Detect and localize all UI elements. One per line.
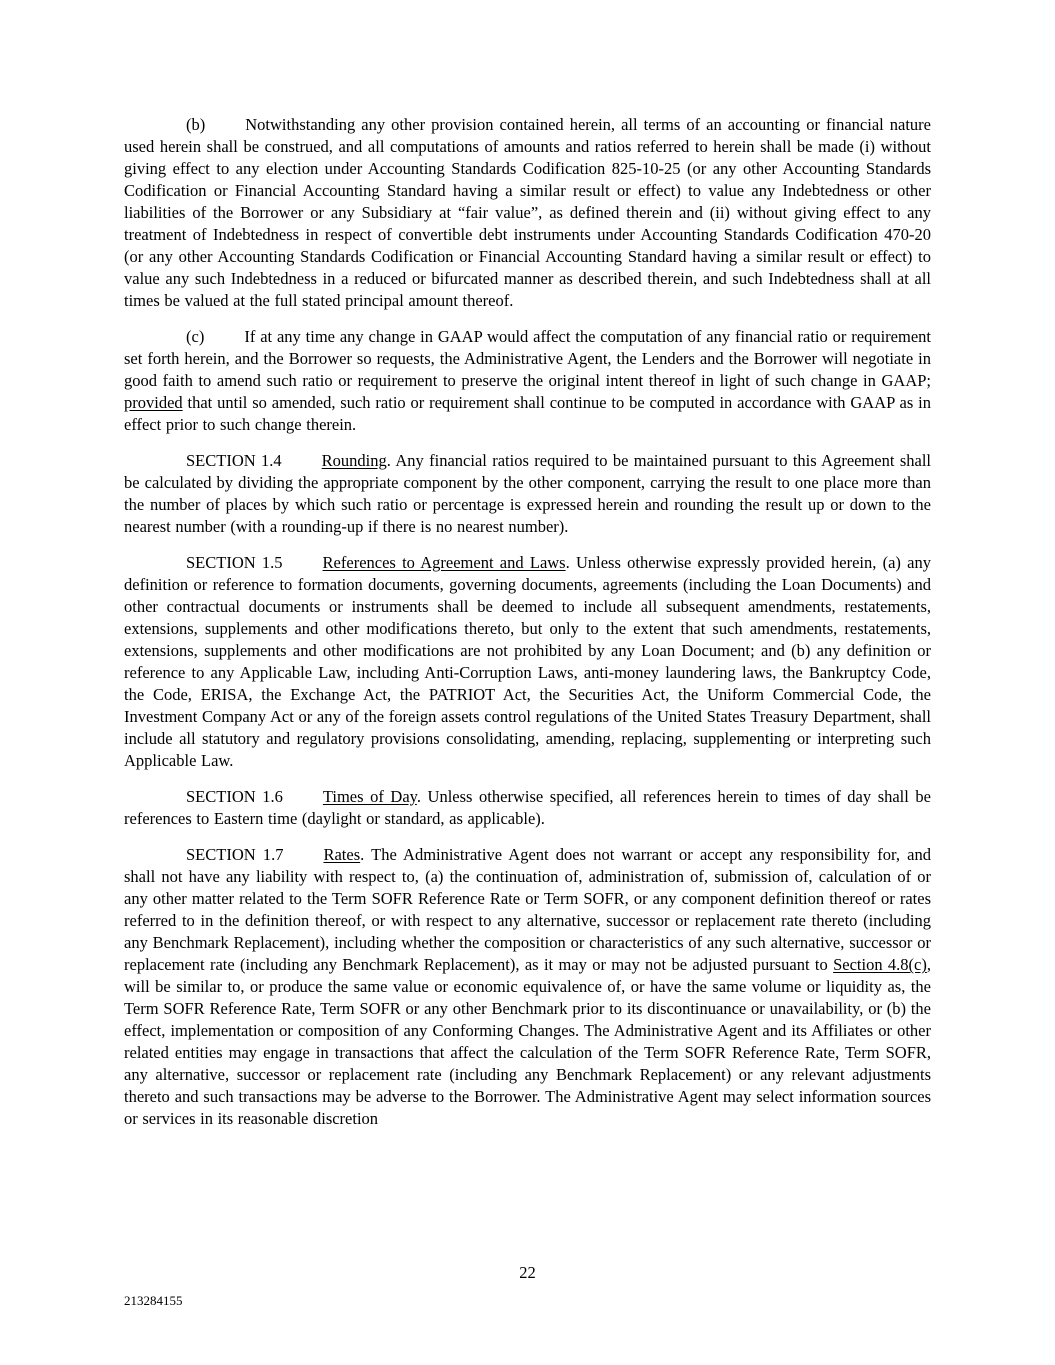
text-run: that until so amended, such ratio or requirement shall continue to be computed in accordance with GAAP as in effect prior to such change therein.: [124, 393, 931, 434]
text-run: (b): [186, 115, 206, 134]
text-run: . Any financial ratios required to be maintained pursuant to this Agreement shall be calculated by dividing the appropriate component by the other component, carrying the result to one place more than the number of places by which such ratio or percentage is expressed herein and rounding the result up or down to the nearest number (with a rounding-up if there is no nearest number).: [124, 451, 931, 536]
paragraph-section-1-4: [124, 450, 931, 538]
paragraph-clause-c: [124, 326, 931, 436]
underlined-text: Section 4.8(c): [833, 955, 927, 974]
text-run: . The Administrative Agent does not warrant or accept any responsibility for, and shall not have any liability with respect to, (a) the continuation of, administration of, submission of, calculation of or any other matter related to the Term SOFR Reference Rate or Term SOFR, or any component definition thereof or rates referred to in the definition thereof, or with respect to any alternative, successor or replacement rate thereto (including any Benchmark Replacement), including whether the composition or characteristics of any such alternative, successor or replacement rate (including any Benchmark Replacement), as it may or may not be adjusted pursuant to: [124, 845, 931, 974]
underlined-text: Rounding: [321, 451, 387, 470]
paragraph-section-1-7: [124, 844, 931, 1130]
text-run: Notwithstanding any other provision contained herein, all terms of an accounting or financial nature used herein shall be construed, and all computations of amounts and ratios referred to herein shall be made (i) without giving effect to any election under Accounting Standards Codification 825-10-25 (or any other Accounting Standards Codification or Financial Accounting Standard having a similar result or effect) to value any Indebtedness or other liabilities of the Borrower or any Subsidiary at “fair value”, as defined therein and (ii) without giving effect to any treatment of Indebtedness in respect of convertible debt instruments under Accounting Standards Codification 470-20 (or any other Accounting Standards Codification or Financial Accounting Standard having a similar result or effect) to value any such Indebtedness in a reduced or bifurcated manner as described therein, and such Indebtedness shall at all times be valued at the full stated principal amount thereof.: [124, 115, 931, 310]
text-run: . Unless otherwise expressly provided herein, (a) any definition or reference to formation documents, governing documents, agreements (including the Loan Documents) and other contractual documents or instruments shall be deemed to include all subsequent amendments, restatements, extensions, supplements and other modifications thereto, but only to the extent that such amendments, restatements, extensions, supplements and other modifications are not prohibited by any Loan Document; and (b) any definition or reference to any Applicable Law, including Anti-Corruption Laws, anti-money laundering laws, the Bankruptcy Code, the Code, ERISA, the Exchange Act, the PATRIOT Act, the Securities Act, the Uniform Commercial Code, the Investment Company Act or any of the foreign assets control regulations of the United States Treasury Department, shall include all statutory and regulatory provisions consolidating, amending, replacing, supplementing or interpreting such Applicable Law.: [124, 553, 931, 770]
underlined-text: References to Agreement and Laws: [322, 553, 566, 572]
text-run: SECTION 1.6: [186, 787, 283, 806]
text-run: SECTION 1.4: [186, 451, 282, 470]
document-body: [124, 114, 931, 1144]
text-run: If at any time any change in GAAP would affect the computation of any financial ratio or requirement set forth herein, and the Borrower so requests, the Administrative Agent, the Lenders and the Borrower will negotiate in good faith to amend such ratio or requirement to preserve the original intent thereof in light of such change in GAAP;: [124, 327, 931, 390]
paragraph-clause-b: [124, 114, 931, 312]
text-run: SECTION 1.5: [186, 553, 283, 572]
paragraph-section-1-6: [124, 786, 931, 830]
underlined-text: Times of Day: [322, 787, 417, 806]
text-run: . Unless otherwise specified, all references herein to times of day shall be references to Eastern time (daylight or standard, as applicable).: [124, 787, 932, 828]
text-run: , will be similar to, or produce the same value or economic equivalence of, or have the same volume or liquidity as, the Term SOFR Reference Rate, Term SOFR or any other Benchmark prior to its discontinuance or unavailability, or (b) the effect, implementation or composition of any Conforming Changes. The Administrative Agent and its Affiliates or other related entities may engage in transactions that affect the calculation of the Term SOFR Reference Rate, Term SOFR, any alternative, successor or replacement rate (including any Benchmark Replacement) or any relevant adjustments thereto and such transactions may be adverse to the Borrower. The Administrative Agent may select information sources or services in its reasonable discretion: [124, 955, 931, 1128]
underlined-text: Rates: [323, 845, 361, 864]
text-run: (c): [186, 327, 205, 346]
underlined-text: provided: [124, 393, 183, 412]
paragraph-section-1-5: [124, 552, 931, 772]
page-number: 22: [519, 1263, 536, 1282]
document-id: 213284155: [124, 1293, 183, 1308]
text-run: SECTION 1.7: [186, 845, 284, 864]
